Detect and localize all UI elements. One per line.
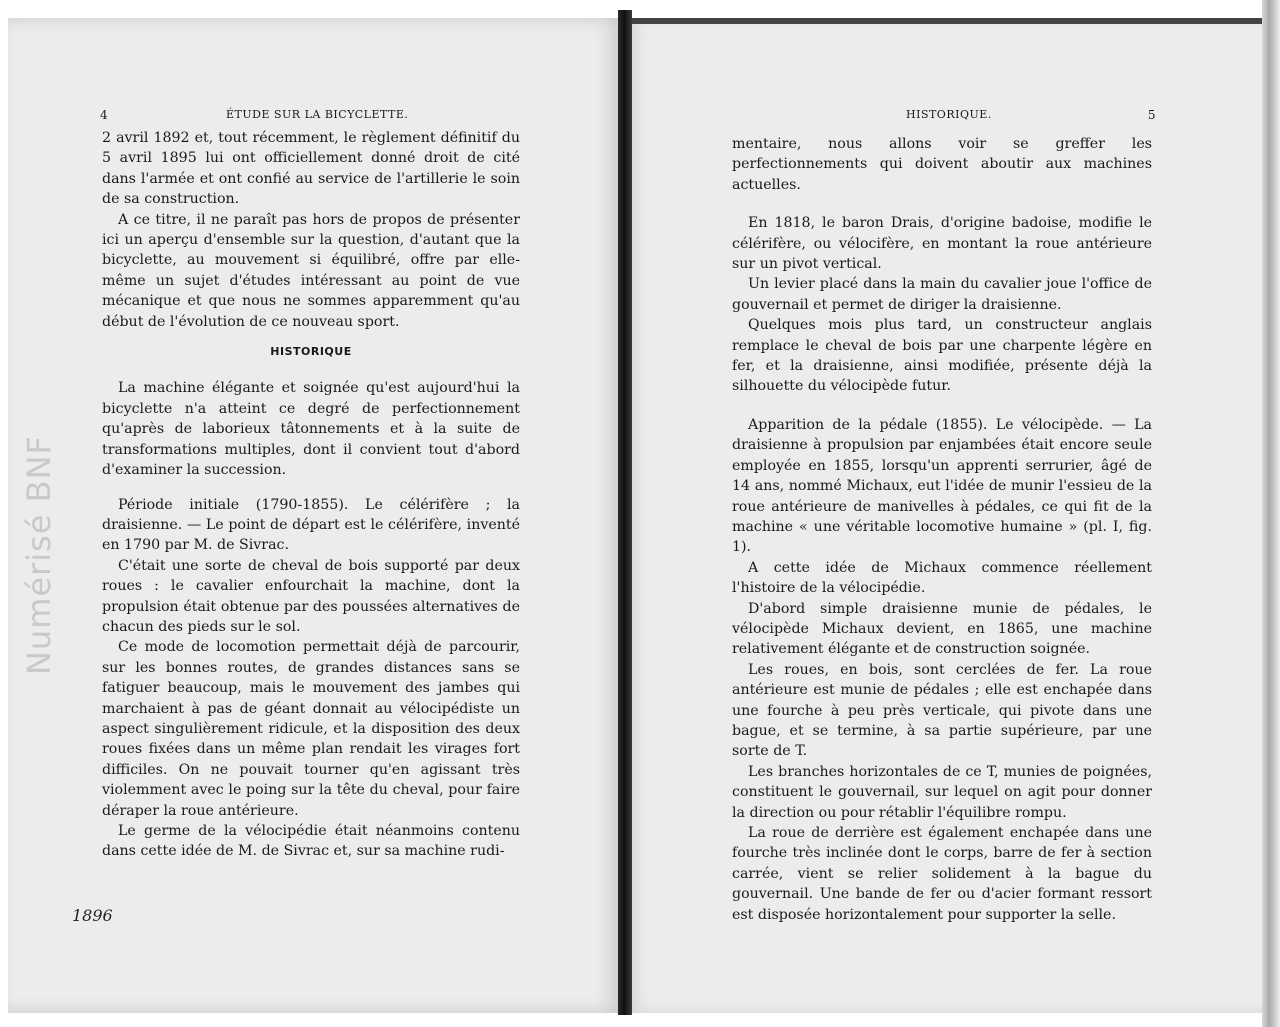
paragraph: Les roues, en bois, sont cerclées de fer. La roue antérieure est munie de pédales ; elle est enchapée dans une fourche à peu près verticale, qui pivote dans une bague, et se termine, à sa partie supérieure, par une sorte de T. [732, 661, 1152, 760]
subsection-body: La draisienne à propulsion par enjambées était encore seule employée en 1855, lorsqu'un apprenti serrurier, âgé de 14 ans, nommé Michaux, eut l'idée de munir l'essieu de la roue antérieure de manivelles à pédales, ce qui fit de la machine « une véritable locomotive humaine » (pl. I, fig. 1). [732, 416, 1152, 556]
paragraph: Le germe de la vélocipédie était néanmoins contenu dans cette idée de M. de Sivrac et, sur sa machine rudi- [102, 823, 520, 860]
paragraph: En 1818, le baron Drais, d'origine badoise, modifie le célérifère, ou vélocifère, en montant la roue antérieure sur un pivot vertical. [732, 215, 1152, 273]
paragraph: Quelques mois plus tard, un constructeur anglais remplace le cheval de bois par une charpente légère en fer, et la draisienne, ainsi modifiée, présente déjà la silhouette du vélocipède futur. [732, 317, 1152, 395]
paragraph: Ce mode de locomotion permettait déjà de parcourir, sur les bonnes routes, de grandes distances sans se fatiguer beaucoup, mais le mouvement des jambes qui marchaient à pas de géant donnait au vélocipédiste un aspect singulièrement ridicule, et la disposition des deux roues fixées dans un même plan rendait les virages fort difficiles. On ne pouvait tourner qu'en agissant très violemment avec le poing sur la tête du cheval, pour faire déraper la roue antérieure. [102, 639, 520, 819]
paragraph: La roue de derrière est également enchapée dans une fourche très inclinée dont le corps, barre de fer à section carrée, vient se relier solidement à la bague du gouvernail. Une bande de fer ou d'acier formant ressort est disposée horizontalement pour supporter la selle. [732, 825, 1152, 923]
paragraph: C'était une sorte de cheval de bois supporté par deux roues : le cavalier enfourchait la machine, dont la propulsion était obtenue par des poussées alternatives de chacun des pieds sur le sol. [102, 557, 520, 635]
paragraph: D'abord simple draisienne munie de pédales, le vélocipède Michaux devient, en 1865, une machine relativement élégante et de construction soignée. [732, 600, 1152, 658]
left-page-number: 4 [100, 108, 109, 122]
paragraph: Un levier placé dans la main du cavalier joue l'office de gouvernail et permet de diriger la draisienne. [732, 276, 1152, 313]
handwritten-note: 1896 [72, 906, 113, 925]
paragraph: La machine élégante et soignée qu'est aujourd'hui la bicyclette n'a atteint ce degré de perfectionnement qu'après de laborieux tâtonnements et à la suite de transformations multiples, dont il convient tout d'abord d'examiner la succession. [102, 380, 520, 479]
paragraph: 2 avril 1892 et, tout récemment, le règlement définitif du 5 avril 1895 lui ont officiellement donné droit de cité dans l'armée et ont confié au service de l'artillerie le soin de sa construction. [102, 130, 520, 208]
page-top-edge [626, 18, 1272, 24]
right-page-number: 5 [1147, 108, 1156, 122]
subsection-title: Période initiale (1790-1855). Le célérifère ; la draisienne. — [102, 496, 520, 533]
left-page-header [100, 108, 530, 122]
right-running-head: HISTORIQUE. [906, 108, 992, 121]
book-spine [618, 10, 632, 1015]
paragraph: A ce titre, il ne paraît pas hors de propos de présenter ici un aperçu d'ensemble sur la question, d'autant que la bicyclette, au mouvement si équilibré, offre par elle-même un sujet d'études intéressant au point de vue mécanique et que nous ne sommes apparemment qu'au début de l'évolution de ce nouveau sport. [102, 211, 520, 330]
paragraph: Les branches horizontales de ce T, munies de poignées, constituent le gouvernail, sur lequel on agit pour donner la direction ou pour rétablir l'équilibre rompu. [732, 763, 1152, 821]
right-page-header [906, 108, 1156, 121]
page-edge-stack [1262, 0, 1280, 1027]
section-heading: HISTORIQUE [270, 345, 352, 359]
paragraph: A cette idée de Michaux commence réellement l'histoire de la vélocipédie. [732, 559, 1152, 597]
bnf-watermark: Numérisé BNF [20, 435, 58, 675]
paragraph: mentaire, nous allons voir se greffer les perfectionnements qui doivent aboutir aux machines actuelles. [732, 136, 1152, 193]
left-page-text [102, 128, 520, 862]
subsection-body: Le point de départ est le célérifère, inventé en 1790 par M. de Sivrac. [102, 516, 520, 554]
subsection-title: Apparition de la pédale (1855). Le vélocipède. — [748, 416, 1126, 433]
right-page-text [732, 134, 1152, 925]
left-running-head: ÉTUDE SUR LA BICYCLETTE. [226, 108, 409, 121]
